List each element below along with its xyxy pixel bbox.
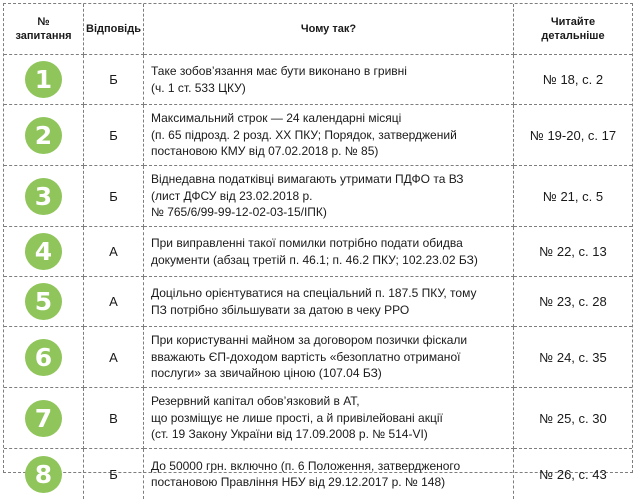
explanation-cell (144, 105, 514, 166)
reference-cell: № 21, с. 5 (514, 166, 632, 227)
answer-cell: А (84, 327, 144, 388)
question-number-badge: 1 (25, 61, 62, 98)
question-number-badge: 8 (25, 456, 62, 493)
answer-cell: Б (84, 55, 144, 105)
explanation-text: Максимальний строк — 24 календарні місяці (п. 65 підрозд. 2 розд. ХХ ПКУ; Порядок, затверджений постановою КМУ від 07.02.2018 р. № 85) (151, 111, 457, 159)
answer-cell: Б (84, 449, 144, 499)
explanation-cell (144, 388, 514, 449)
explanation-cell (144, 55, 514, 105)
explanation-text: Доцільно орієнтуватися на спеціальний п. 187.5 ПКУ, тому ПЗ потрібно збільшувати за датою в чеку РРО (151, 286, 477, 317)
reference-cell: № 18, с. 2 (514, 55, 632, 105)
answer-cell: А (84, 227, 144, 277)
explanation-text: Резервний капітал обов’язковий в АТ, що розміщує не лише прості, а й привілейовані акції (ст. 19 Закону України від 17.09.2008 р. № 514-VI) (151, 394, 443, 442)
explanation-cell (144, 449, 514, 499)
explanation-cell (144, 327, 514, 388)
reference-cell: № 23, с. 28 (514, 277, 632, 327)
question-number-cell (4, 55, 84, 105)
explanation-text: При виправленні такої помилки потрібно подати обидва документи (абзац третій п. 46.1; п. 46.2 ПКУ; 102.23.02 БЗ) (151, 236, 478, 267)
reference-cell: № 26, с. 43 (539, 466, 607, 482)
explanation-text: Таке зобов’язання має бути виконано в гривні (ч. 1 ст. 533 ЦКУ) (151, 64, 407, 95)
question-number-cell (4, 327, 84, 388)
question-number-cell (4, 277, 84, 327)
reference-cell: № 22, с. 13 (514, 227, 632, 277)
answer-cell: Б (84, 166, 144, 227)
header-why (144, 4, 514, 55)
explanation-cell (144, 227, 514, 277)
answer-cell: Б (84, 105, 144, 166)
explanation-text: При користуванні майном за договором позички фіскали вважають ЄП-доходом вартість «безоплатно отриманої послуги» за звичайною ціною (107.04 БЗ) (151, 333, 468, 381)
explanation-cell (144, 277, 514, 327)
header-number (4, 4, 84, 55)
question-number-badge: 4 (25, 233, 62, 270)
header-number-label: № запитання (15, 16, 72, 42)
answer-cell: В (84, 388, 144, 449)
header-read-more-label: Читайте детальніше (541, 16, 605, 42)
explanation-text: До 50000 грн. включно (п. 6 Положення, затвердженого постановою Правління НБУ від 29.12.2017 р. № 148) (151, 458, 461, 489)
question-number-cell (4, 166, 84, 227)
explanation-cell (144, 166, 514, 227)
question-number-cell (4, 449, 84, 499)
answers-grid (4, 4, 632, 489)
header-read-more (514, 4, 632, 55)
question-number-cell (4, 227, 84, 277)
reference-cell: № 25, с. 30 (514, 388, 632, 449)
reference-cell: № 19-20, с. 17 (514, 105, 632, 166)
answers-table (3, 3, 633, 489)
question-number-badge: 5 (25, 283, 62, 320)
question-number-badge: 6 (25, 339, 62, 376)
question-number-badge: 7 (25, 400, 62, 437)
question-number-cell (4, 388, 84, 449)
header-why-label: Чому так? (300, 23, 357, 35)
question-number-badge: 2 (25, 117, 62, 154)
answer-cell: А (84, 277, 144, 327)
reference-cell: № 24, с. 35 (514, 327, 632, 388)
question-number-cell (4, 105, 84, 166)
explanation-text: Віднедавна податківці вимагають утримати ПДФО та ВЗ (лист ДФСУ від 23.02.2018 р. № 765/6/99-99-12-02-03-15/ІПК) (151, 172, 464, 220)
header-answer (84, 4, 144, 55)
header-answer-label: Відповідь (86, 23, 141, 35)
question-number-badge: 3 (25, 178, 62, 215)
